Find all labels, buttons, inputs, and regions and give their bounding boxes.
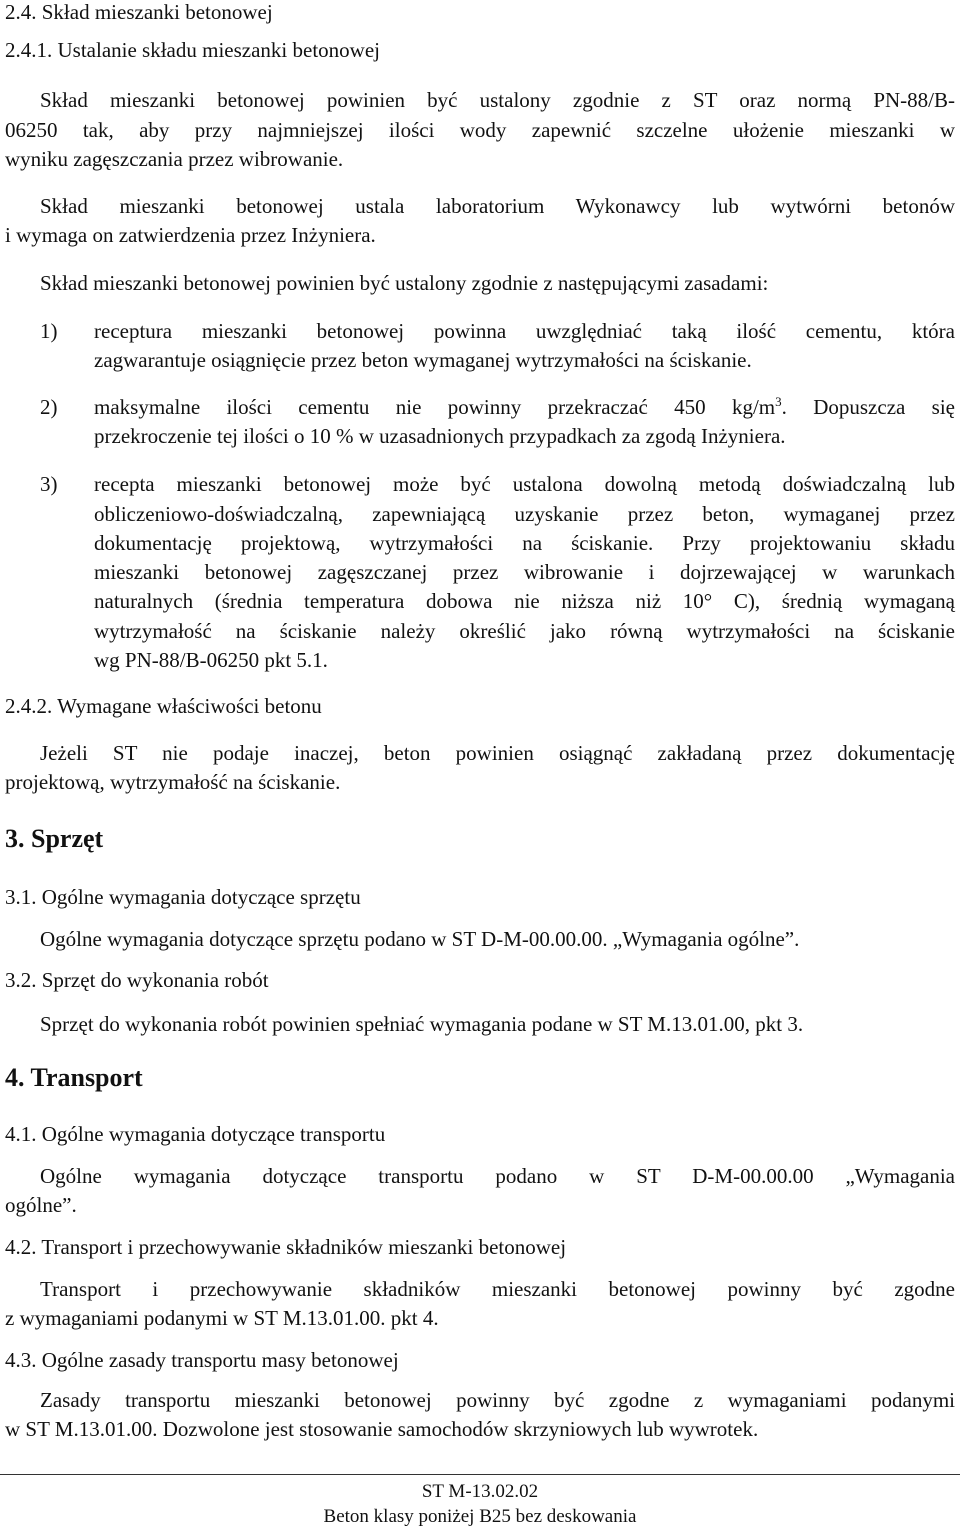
chapter-heading-3: 3. Sprzęt [5,824,104,853]
list-item-number: 2) [40,395,58,419]
paragraph-line: Ogólne wymagania dotyczące sprzętu podano w ST D-M-00.00.00. „Wymagania ogólne”. [40,927,800,951]
paragraph-line: Sprzęt do wykonania robót powinien spełniać wymagania podane w ST M.13.01.00, pkt 3. [40,1012,804,1036]
section-heading-3-1: 3.1. Ogólne wymagania dotyczące sprzętu [5,885,361,909]
paragraph-line: w ST M.13.01.00. Dozwolone jest stosowanie samochodów skrzyniowych lub wywrotek. [5,1417,759,1441]
footer-title: Beton klasy poniżej B25 bez deskowania [323,1506,637,1527]
section-heading-2-4-2: 2.4.2. Wymagane właściwości betonu [5,694,322,718]
section-heading-2-4-1: 2.4.1. Ustalanie składu mieszanki betonowej [5,38,380,62]
paragraph-line: Transport i przechowywanie składników mieszanki betonowej powinny być zgodne [40,1277,955,1301]
list-item-line: wg PN-88/B-06250 pkt 5.1. [94,648,328,672]
list-item-line: dokumentację projektową, wytrzymałości na ściskanie. Przy projektowaniu składu [94,531,955,555]
paragraph-line: Skład mieszanki betonowej ustala laboratorium Wykonawcy lub wytwórni betonów [40,194,955,218]
paragraph-line: Skład mieszanki betonowej powinien być ustalony zgodnie z następującymi zasadami: [40,271,769,295]
list-item-number: 3) [40,472,58,496]
list-item-line: maksymalne ilości cementu nie powinny przekraczać 450 $kg/m^3$. Dopuszcza się [94,394,955,419]
list-item-line: mieszanki betonowej zagęszczanej przez wibrowanie i dojrzewającej w warunkach [94,560,955,584]
paragraph-line: Skład mieszanki betonowej powinien być ustalony zgodnie z ST oraz normą PN-88/B- [40,88,955,112]
list-item-line: naturalnych (średnia temperatura dobowa nie niższa niż 10° C), średnią wymaganą [94,589,955,613]
list-item-line: obliczeniowo-doświadczalną, zapewniającą uzyskanie przez beton, wymaganej przez [94,502,955,526]
paragraph-line: ogólne”. [5,1193,77,1217]
footer-divider [0,1474,960,1475]
paragraph-line: Zasady transportu mieszanki betonowej powinny być zgodne z wymaganiami podanymi [40,1388,955,1412]
list-item-line: wytrzymałość na ściskanie należy określić jako równą wytrzymałości na ściskanie [94,619,955,643]
paragraph-line: projektową, wytrzymałość na ściskanie. [5,770,341,794]
list-item-line: zagwarantuje osiągnięcie przez beton wymaganej wytrzymałości na ściskanie. [94,348,752,372]
list-item-line: recepta mieszanki betonowej może być ustalona dowolną metodą doświadczalną lub [94,472,955,496]
section-heading-4-3: 4.3. Ogólne zasady transportu masy betonowej [5,1348,399,1372]
footer-code: ST M-13.02.02 [421,1481,539,1502]
paragraph-line: z wymaganiami podanymi w ST M.13.01.00. pkt 4. [5,1306,439,1330]
section-heading-4-2: 4.2. Transport i przechowywanie składników mieszanki betonowej [5,1235,567,1259]
list-item-line: receptura mieszanki betonowej powinna uwzględniać taką ilość cementu, która [94,319,955,343]
paragraph-line: wyniku zagęszczania przez wibrowanie. [5,147,344,171]
section-heading-2-4: 2.4. Skład mieszanki betonowej [5,0,273,24]
paragraph-line: 06250 tak, aby przy najmniejszej ilości wody zapewnić szczelne ułożenie mieszanki w [5,118,955,142]
list-item-number: 1) [40,319,58,343]
section-heading-4-1: 4.1. Ogólne wymagania dotyczące transportu [5,1122,386,1146]
paragraph-line: Ogólne wymagania dotyczące transportu podano w ST D-M-00.00.00 „Wymagania [40,1164,955,1188]
section-heading-3-2: 3.2. Sprzęt do wykonania robót [5,968,269,992]
paragraph-line: Jeżeli ST nie podaje inaczej, beton powinien osiągnąć zakładaną przez dokumentację [40,741,955,765]
chapter-heading-4: 4. Transport [5,1063,143,1092]
paragraph-line: i wymaga on zatwierdzenia przez Inżyniera. [5,223,376,247]
list-item-line: przekroczenie tej ilości o 10 % w uzasadnionych przypadkach za zgodą Inżyniera. [94,424,786,448]
